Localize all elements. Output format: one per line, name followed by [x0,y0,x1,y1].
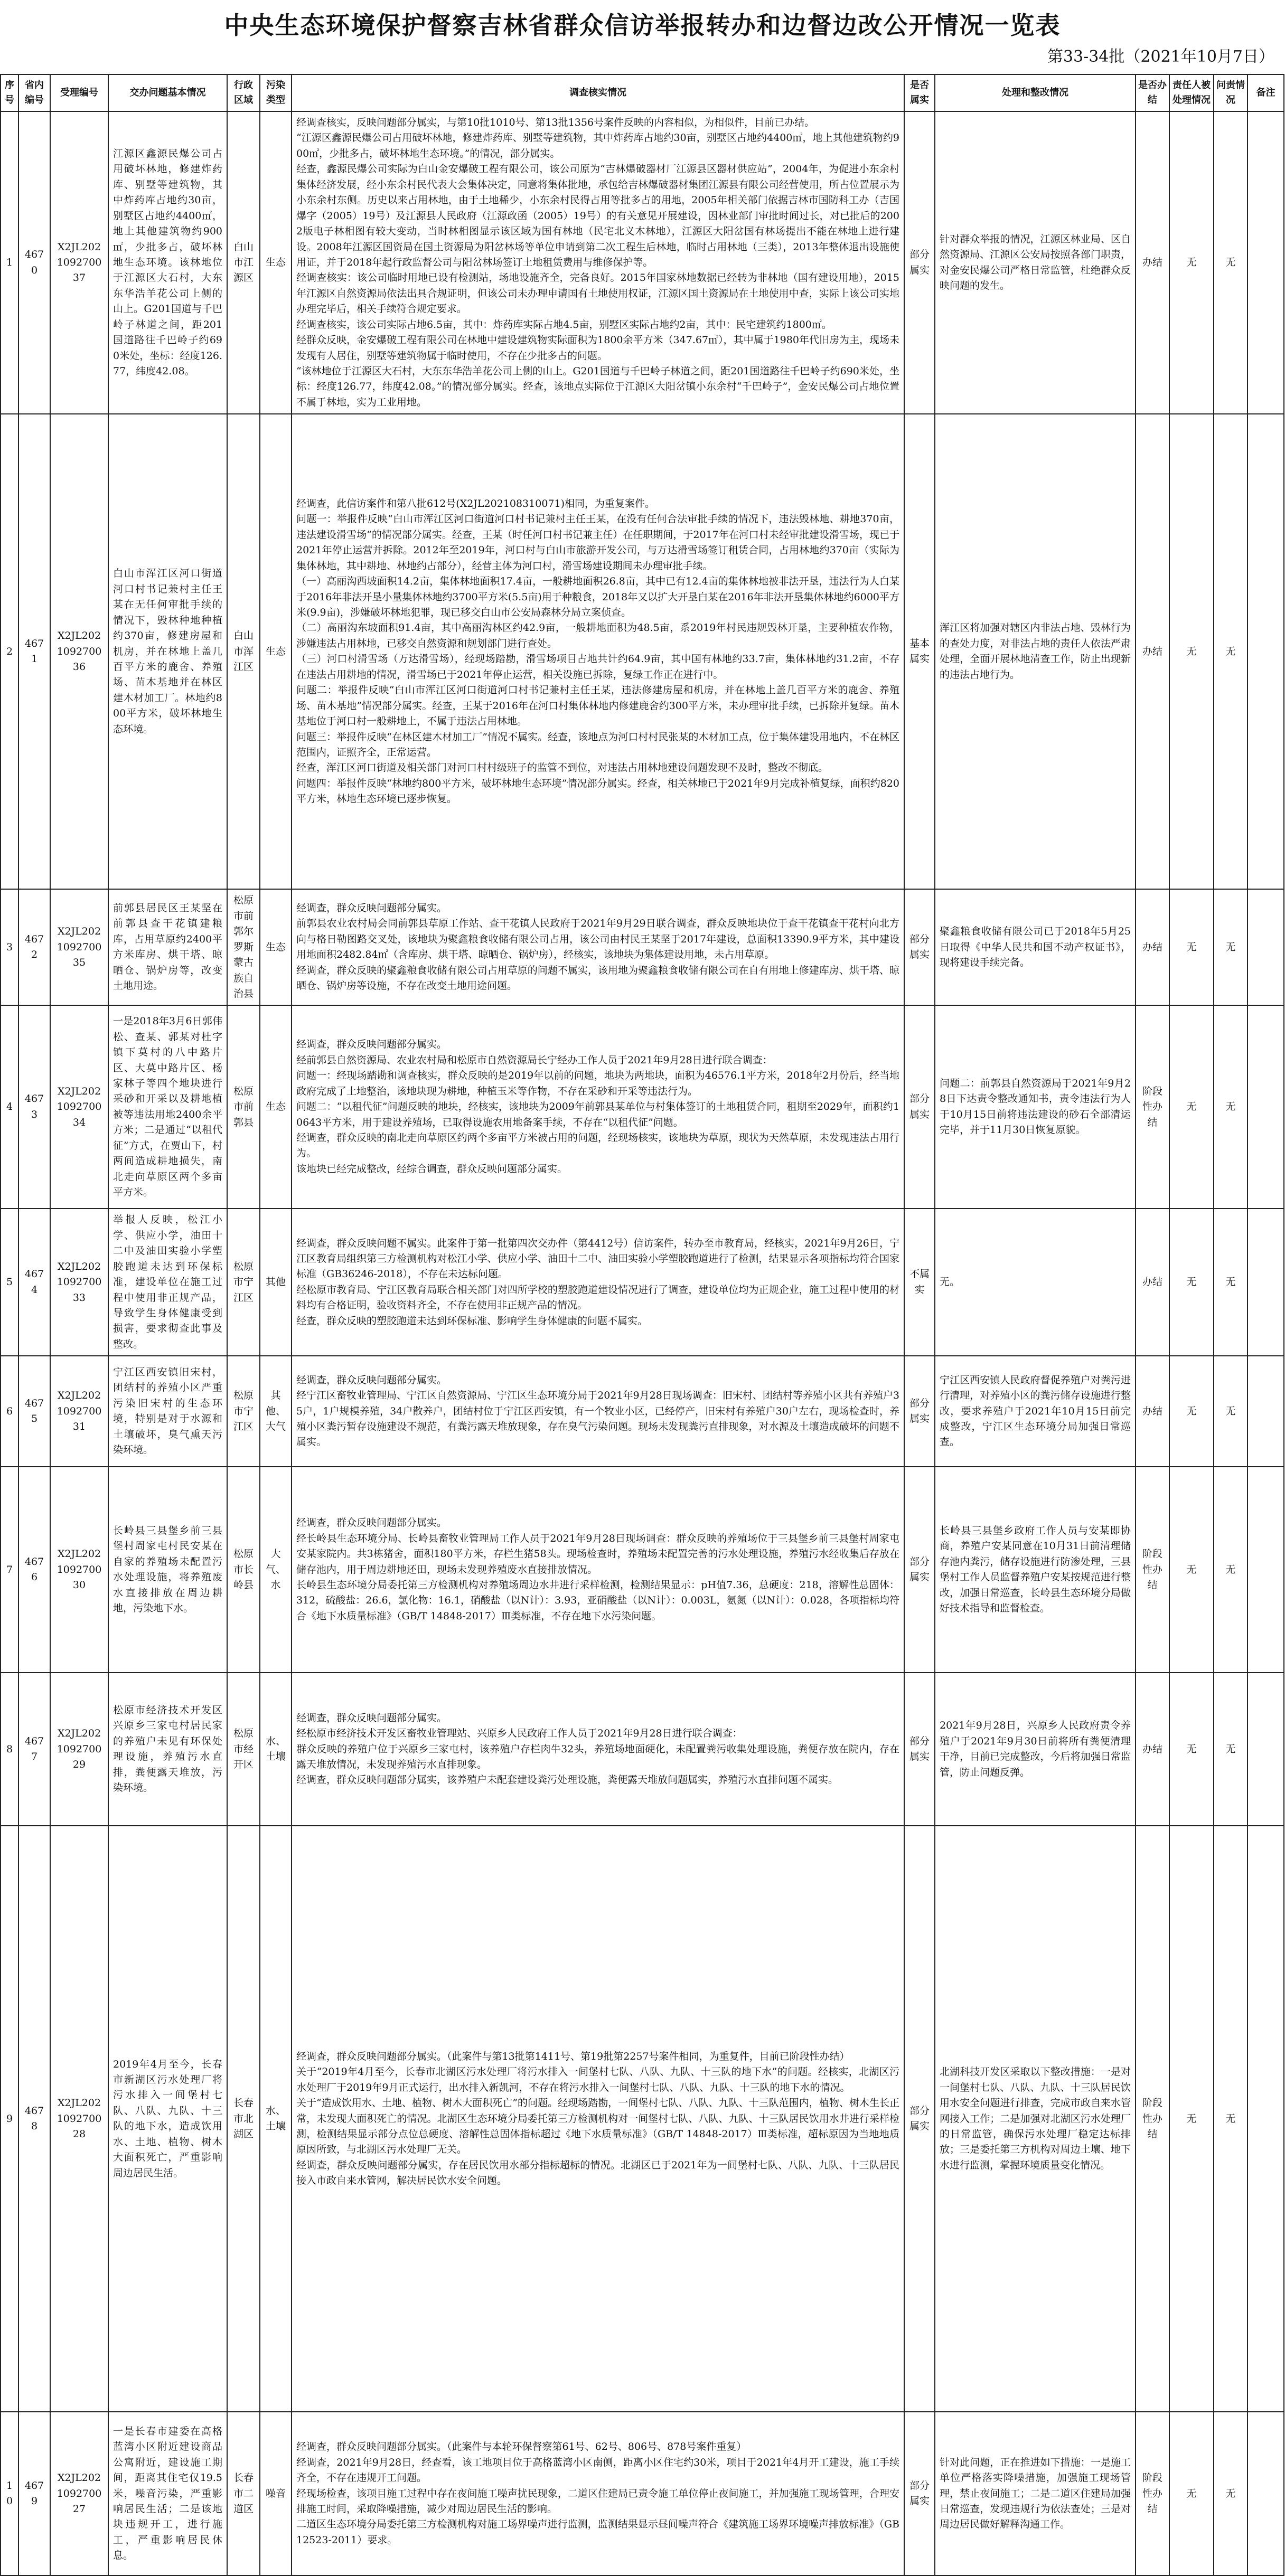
table-row [1,1209,1284,1356]
row-action: 2021年9月28日，兴原乡人民政府责令养殖户于2021年9月30日前将所有粪便清理干净，目前已完成整改，今后将加强日常监管，防止问题反弹。 [935,1673,1136,1826]
row-province-no: 4676 [18,1467,50,1673]
row-punish: 无 [1169,1673,1214,1826]
header-punish: 责任人被处理情况 [1169,74,1214,111]
row-province-no: 4670 [18,111,50,414]
table-row [1,1826,1284,2412]
row-investigation: 经调查，群众反映问题部分属实。 经宁江区畜牧业管理局、宁江区自然资源局、宁江区生态环境分局于2021年9月28日现场调查：旧宋村、团结村等养殖小区共有养殖户35户，1户规模养殖，34户散养户，团结村位于宁江区西安镇，有一个牧业小区，已经停产，旧宋村有养殖户30户左右，现场检查时，养殖小区粪污暂存设施建设不规范，有粪污露天堆放现象，存在臭气污染问题。现场未发现粪污直排现象，对水源及土壤造成破坏的问题不属实。 [292,1356,904,1467]
row-region: 长春市二道区 [227,2412,260,2575]
row-investigation: 经调查，群众反映问题部分属实。 前郭县农业农村局会同前郭县草原工作站、查干花镇人民政府于2021年9月29日联合调查，群众反映地块位于查干花镇查干花村向北方向与格日勒图路交叉处，该地块为聚鑫粮食收储有限公司占用，该公司由村民王某坚于2017年建设，总面积13390.9平方米，其中建设用地面积2482.84㎡（含库房、烘干塔、晾晒仓、锅炉房），经核实，该地块为集体建设用地，未占用草原。 经调查，群众反映的聚鑫粮食收储有限公司占用草原的问题不属实，该用地为聚鑫粮食收储有限公司在自有用地上修建库房、烘干塔、晾晒仓、锅炉房等设施，不存在改变土地用途问题。 [292,889,904,1005]
row-truth: 部分属实 [904,1826,935,2412]
row-summary: 长岭县三县堡乡前三县堡村周家屯村民安某在自家的养殖场未配置污水处理设施，将养殖废水直接排放在周边耕地，污染地下水。 [108,1467,227,1673]
header-region: 行政区域 [227,74,260,111]
row-id: X2JL202109270036 [50,414,108,889]
row-province-no: 4678 [18,1826,50,2412]
row-investigation: 经调查，群众反映问题不属实。此案件于第一批第四次交办件（第4412号）信访案件，转办至市教育局，经核实，2021年9月26日，宁江区教育局组织第三方检测机构对松江小学、供应小学、油田十二中、油田实验小学塑胶跑道进行了检测，结果显示各项指标均符合国家标准（GB36246-2018），不存在未达标问题。 经松原市教育局、宁江区教育局联合相关部门对四所学校的塑胶跑道建设情况进行了调查，建设单位均为正规企业，施工过程中使用的材料均有合格证明，验收资料齐全，不存在使用非正规产品的情况。 经查，群众反映的塑胶跑道未达到环保标准、影响学生身体健康的问题不属实。 [292,1209,904,1356]
row-done: 阶段性办结 [1136,2412,1169,2575]
row-punish: 无 [1169,1467,1214,1673]
row-action: 聚鑫粮食收储有限公司已于2018年5月25日取得《中华人民共和国不动产权证书》，现将建设手续完备。 [935,889,1136,1005]
row-no: 9 [1,1826,18,2412]
row-note [1248,1209,1284,1356]
row-truth: 基本属实 [904,414,935,889]
row-truth: 部分属实 [904,1673,935,1826]
row-action: 针对此问题，正在推进如下措施：一是施工单位严格落实降噪措施，加强施工现场管理，禁止夜间施工；二是二道区住建局加强日常巡查，发现违规行为依法查处；三是对周边居民做好解释沟通工作。 [935,2412,1136,2575]
table-row [1,2412,1284,2575]
row-type: 大气、水 [260,1467,292,1673]
row-region: 松原市长岭县 [227,1467,260,1673]
row-region: 松原市宁江区 [227,1209,260,1356]
row-account: 无 [1214,111,1248,414]
row-account: 无 [1214,1467,1248,1673]
row-no: 7 [1,1467,18,1673]
row-done: 阶段性办结 [1136,1005,1169,1209]
row-done: 阶段性办结 [1136,1467,1169,1673]
row-account: 无 [1214,414,1248,889]
row-note [1248,889,1284,1005]
row-no: 5 [1,1209,18,1356]
table-row [1,111,1284,414]
row-truth: 部分属实 [904,889,935,1005]
row-type: 生态 [260,1005,292,1209]
row-investigation: 经调查，此信访案件和第八批612号(X2JL202108310071)相同，为重复案件。 问题一：举报件反映“白山市浑江区河口街道河口村书记兼村主任王某，在没有任何合法审批手续的情况下，违法毁林地、耕地370亩，违法建设滑雪场”的情况部分属实。经查，王某（时任河口村书记兼主任）在任职期间，于2017年在河口村未经审批建设滑雪场，现已于2021年停止运营并拆除。2012年至2019年，河口村与白山市旅游开发公司，与万达滑雪场签订租赁合同，占用林地约370亩（实际为集体林地，其中耕地、林地约占部分），经营主体为河口村，滑雪场建设期间未办理审批手续。 （一）高丽沟西坡面积14.2亩，集体林地面积17.4亩，一般耕地面积26.8亩，其中已有12.4亩的集体林地被非法开垦，违法行为人白某于2016年非法开垦小量集体林地约3700平方米(5.5亩)用于种粮食，2018年又以扩大开垦白某在2016年非法开垦集体林地约6000平方米(9.9亩)，涉嫌破坏林地犯罪，现已移交白山市公安局森林分局立案侦查。 （二）高丽沟东坡面积91.4亩，其中高丽沟林区约42.9亩，一般耕地面积为48.5亩，系2019年村民违规毁林开垦，主要种植农作物，涉嫌违法占用林地，已移交自然资源和规划部门进行查处。 （三）河口村滑雪场（万达滑雪场），经现场踏勘，滑雪场项目占地共计约64.9亩，其中国有林地约33.7亩，集体林地约31.2亩，不存在违法占用耕地的情况，滑雪场已于2021年停止运营，相关设施已拆除，复绿工作正在进行中。 问题二：举报件反映“白山市浑江区河口街道河口村书记兼村主任王某，违法修建房屋和机房，并在林地上盖几百平方米的鹿舍、养殖场、苗木基地”情况部分属实。经查，王某于2016年在河口村集体林地内修建鹿舍约300平方米，未办理审批手续，已拆除并复绿。苗木基地位于河口村一般耕地上，不属于违法占用林地。 问题三：举报件反映“在林区建木材加工厂”情况不属实。经查，该地点为河口村村民张某的木材加工点，位于集体建设用地内，不在林区范围内，证照齐全，正常运营。 经查，浑江区河口街道及相关部门对河口村村级班子的监管不到位，对违法占用林地建设问题发现不及时，整改不彻底。 问题四：举报件反映“林地约800平方米，破坏林地生态环境”情况部分属实。经查，相关林地已于2021年9月完成补植复绿，面积约820平方米，林地生态环境已逐步恢复。 [292,414,904,889]
row-id: X2JL202109270035 [50,889,108,1005]
row-id: X2JL202109270034 [50,1005,108,1209]
row-investigation: 经调查，群众反映问题部分属实。（此案件与第13批第1411号、第19批第2257号案件相同，为重复件，目前已阶段性办结） 关于“2019年4月至今，长春市北湖区污水处理厂将污水排入一间堡村七队、八队、九队、十三队的地下水”的问题。经核实，北湖区污水处理厂于2019年9月正式运行，出水排入新凯河，不存在将污水排入一间堡村七队、八队、九队、十三队的地下水的情况。 关于“造成饮用水、土地、植物、树木大面积死亡”的问题。经现场踏勘，一间堡村七队、八队、九队、十三队范围内，植物、树木生长正常，未发现大面积死亡的情况。北湖区生态环境分局委托第三方检测机构对一间堡村七队、八队、九队、十三队居民饮用水井进行采样检测，检测结果显示部分点位总硬度、溶解性总固体指标超过《地下水质量标准》（GB/T 14848-2017）Ⅲ类标准，超标原因为当地地质原因所致，与北湖区污水处理厂无关。 经调查，群众反映问题部分属实，存在居民饮用水部分指标超标的情况。北湖区已于2021年为一间堡村七队、八队、九队、十三队居民接入市政自来水管网，解决居民饮水安全问题。 [292,1826,904,2412]
row-punish: 无 [1169,1826,1214,2412]
batch-date: 第33-34批（2021年10月7日） [1047,48,1274,66]
row-province-no: 4675 [18,1356,50,1467]
row-type: 生态 [260,111,292,414]
row-summary: 举报人反映，松江小学、供应小学，油田十二中及油田实验小学塑胶跑道未达到环保标准，建设单位在施工过程中使用非正规产品，导致学生身体健康受到损害，要求彻查此事及整改。 [108,1209,227,1356]
row-summary: 白山市浑江区河口街道河口村书记兼村主任王某在无任何审批手续的情况下，毁林种地种植约370亩，修建房屋和机房，并在林地上盖几百平方米的鹿舍、养殖场、苗木基地并在林区建木材加工厂。林地约800平方米，破坏林地生态环境。 [108,414,227,889]
row-account: 无 [1214,1673,1248,1826]
header-region-no: 省内编号 [18,74,50,111]
row-no: 2 [1,414,18,889]
row-region: 长春市北湖区 [227,1826,260,2412]
row-punish: 无 [1169,414,1214,889]
row-summary: 一是2018年3月6日郭伟松、查某、郭某对杜字镇下莫村的八中路片区、大莫中路片区、杨家林子等四个地块进行采砂和开采以及耕地植被等违法用地2400余平方米；二是通过“以租代征”方式，在贾山下，村两间造成耕地损失，南北走向草原区两个多亩平方米。 [108,1005,227,1209]
row-region: 松原市经开区 [227,1673,260,1826]
table-row [1,1467,1284,1673]
row-truth: 部分属实 [904,111,935,414]
row-investigation: 经调查，群众反映问题部分属实。 经前郭县自然资源局、农业农村局和松原市自然资源局长宁经办工作人员于2021年9月28日进行联合调查： 问题一：经现场踏勘和调查核实，群众反映的是2019年以前的问题，地块为两地块，面积为46576.1平方米，2018年2月份后，经当地政府完成了土地整治，该地块现为耕地，种植玉米等作物，不存在采砂和开采等违法行为。 问题二：“以租代征”问题反映的地块，经核实，该地块为2009年前郭县某单位与村集体签订的土地租赁合同，租期至2029年，面积约10643平方米，用于建设养殖场，已取得设施农用地备案手续，不存在“以租代征”问题。 经调查，群众反映的南北走向草原区约两个多亩平方米被占用的问题，经现场核实，该地块为草原，现状为天然草原，未发现违法占用行为。 该地块已经完成整改，经综合调查，群众反映问题部分属实。 [292,1005,904,1209]
row-note [1248,1826,1284,2412]
row-type: 其他、大气 [260,1356,292,1467]
row-action: 针对群众举报的情况，江源区林业局、区自然资源局、江源区公安局按照各部门职责，对金安民爆公司严格日常监管，杜绝群众反映问题的发生。 [935,111,1136,414]
row-done: 阶段性办结 [1136,1826,1169,2412]
row-account: 无 [1214,1826,1248,2412]
row-summary: 宁江区西安镇旧宋村，团结村的养殖小区严重污染旧宋村的生态环境，特别是对于水源和土壤破坏，臭气熏天污染环境。 [108,1356,227,1467]
header-summary: 交办问题基本情况 [108,74,227,111]
row-action: 长岭县三县堡乡政府工作人员与安某即协商，养殖户安某同意在10月31日前清理储存池内粪污，储存设施进行防渗处理，三县堡村工作人员监督养殖户安某按规范进行整改，加强日常巡查，长岭县生态环境分局做好技术指导和监督检查。 [935,1467,1136,1673]
row-truth: 部分属实 [904,1005,935,1209]
row-type: 水、土壤 [260,1673,292,1826]
row-region: 白山市浑江区 [227,414,260,889]
header-investigation: 调查核实情况 [292,74,904,111]
row-id: X2JL202109270031 [50,1356,108,1467]
row-punish: 无 [1169,2412,1214,2575]
row-investigation: 经调查，群众反映问题部分属实。 经长岭县生态环境分局、长岭县畜牧业管理局工作人员于2021年9月28日现场调查：群众反映的养殖场位于三县堡乡前三县堡村周家屯安某家院内。共3栋猪舍，面积180平方米，存栏生猪58头。现场检查时，养殖场未配置完善的污水处理设施，养殖污水经收集后存放在储存池内，用于周边耕地还田，现场未发现养殖废水直接排放情况。 长岭县生态环境分局委托第三方检测机构对养殖场周边水井进行采样检测，检测结果显示：pH值7.36，总硬度：218，溶解性总固体：312，硫酸盐：26.6，氯化物：16.1，硝酸盐（以N计）：3.93，亚硝酸盐（以N计）：0.003L，氨氮（以N计）：0.028，各项指标均符合《地下水质量标准》（GB/T 14848-2017）Ⅲ类标准，不存在地下水污染问题。 [292,1467,904,1673]
row-investigation: 经调查，群众反映问题部分属实。 经松原市经济技术开发区畜牧业管理站、兴原乡人民政府工作人员于2021年9月28日进行联合调查： 群众反映的养殖户位于兴原乡三家屯村，该养殖户存栏肉牛32头，养殖场地面硬化，未配置粪污收集处理设施，粪便存放在院内，存在露天堆放情况，未发现养殖污水直排现象。 经调查，群众反映问题部分属实，该养殖户未配套建设粪污处理设施，粪便露天堆放问题属实，养殖污水直排问题不属实。 [292,1673,904,1826]
row-no: 4 [1,1005,18,1209]
table-row [1,1005,1284,1209]
page-title: 中央生态环境保护督察吉林省群众信访举报转办和边督边改公开情况一览表 [224,11,1061,40]
row-action: 无。 [935,1209,1136,1356]
row-summary: 前郭县居民区王某坚在前郭县查干花镇建粮库，占用草原约2400平方米库房、烘干塔、晾晒仓、锅炉房等，改变土地用途。 [108,889,227,1005]
row-punish: 无 [1169,889,1214,1005]
header-truth: 是否属实 [904,74,935,111]
row-id: X2JL202109270028 [50,1826,108,2412]
row-summary: 一是长春市建委在高格蓝湾小区附近建设商品公寓附近，建设施工期间，距离其住宅仅19.5米，噪音污染，严重影响居民生活；二是该地块违规开工，进行施工，严重影响居民休息。 [108,2412,227,2575]
header-done: 是否办结 [1136,74,1169,111]
row-action: 浑江区将加强对辖区内非法占地、毁林行为的查处力度，对非法占地的责任人依法严肃处理，全面开展林地清查工作，防止出现新的违法占地行为。 [935,414,1136,889]
row-summary: 2019年4月至今，长春市新湖区污水处理厂将污水排入一间堡村七队、八队、九队、十三队的地下水，造成饮用水、土地、植物、树木大面积死亡，严重影响周边居民生活。 [108,1826,227,2412]
row-summary: 江源区鑫源民爆公司占用破坏林地，修建炸药库、别墅等建筑物，其中炸药库占地约30亩，别墅区占地约4400㎡，地上其他建筑物约900㎡，少批多占，破坏林地生态环境。该林地位于江源区大石村，大东东华浩羊花公司上侧的山上。G201国道与千巴岭子林道之间，距201国道路往千巴岭子约690米处，坐标：经度126.77，纬度42.08。 [108,111,227,414]
row-region: 松原市宁江区 [227,1356,260,1467]
row-action: 北湖科技开发区采取以下整改措施：一是对一间堡村七队、八队、九队、十三队居民饮用水安全问题进行排查，完成市政自来水管网接入工作；二是加强对北湖区污水处理厂的日常监管，确保污水处理厂稳定达标排放；三是委托第三方机构对周边土壤、地下水进行监测，掌握环境质量变化情况。 [935,1826,1136,2412]
row-investigation: 经调查核实，反映问题部分属实，与第10批1010号、第13批1356号案件反映的内容相似，为相似件，目前已办结。 “江源区鑫源民爆公司占用破坏林地，修建炸药库、别墅等建筑物，其中炸药库占地约30亩，别墅区占地约4400㎡，地上其他建筑物约900㎡，少批多占，破坏林地生态环境。”的情况，部分属实。 经查，鑫源民爆公司实际为白山金安爆破工程有限公司，该公司原为“吉林爆破器材厂江源县区器材供应站”，2004年，为促进小东余村集体经济发展，经小东余村民代表大会集体决定，同意将集体批地，承包给吉林爆破器材集团江源县有限公司经营使用，所占位置展示为小东余村东侧。历史以来占用林地，由于土地稀少，小东余村民得占用等批多占的用地，2005年相关部门依据吉林市国防科工办（吉国爆字（2005）19号）及江源县人民政府（江源政函（2005）19号）的有关意见开展建设，因林业部门审批时间过长，对已批后的2002版电子林相图有较大变动，当时林相图显示该区域为国有林地（民宅北义木林地），江源区大阳岔国有林场提出不能在林地上进行建设。2008年江源区国资局在国土资源局为阳岔林场等单位申请到第二次工程生后林地，临时占用林地（三类），2013年整体退出设施使用证，并于2018年起行政监督公司与阳岔林场签订土地租赁费用与维修保护等。 经调查核实：该公司临时用地已设有检测站，场地设施齐全，完备良好。2015年国家林地数据已经转为非林地（国有建设用地），2015年江源区自然资源局依法出具合规证明，但该公司未办理申请国有土地使用权证，江源区国土资源局在土地使用中查，实际上该公司实地办理完毕后，相关手续符合规定要求。 经调查核实，该公司实际占地6.5亩，其中：炸药库实际占地4.5亩，别墅区实际占地约2亩，其中：民宅建筑约1800㎡。 经群众反映，金安爆破工程有限公司在林地中建设建筑物实际面积为1800余平方米（347.67㎡），其中属于1980年代旧房为主，现场未发现有人居住，别墅等建筑物属于临时使用，不存在少批多占的问题。 “该林地位于江源区大石村，大东东华浩羊花公司上侧的山上。G201国道与千巴岭子林道之间，距201国道路往千巴岭子约690米处，坐标：经度126.77，纬度42.08。”的情况部分属实。经查，该地点实际位于江源区大阳岔镇小东余村“千巴岭子”，金安民爆公司占地位置不属于林地，实为工业用地。 [292,111,904,414]
header-type: 污染类型 [260,74,292,111]
row-punish: 无 [1169,1209,1214,1356]
row-no: 10 [1,2412,18,2575]
row-type: 噪音 [260,2412,292,2575]
row-id: X2JL202109270037 [50,111,108,414]
row-note [1248,1356,1284,1467]
row-account: 无 [1214,889,1248,1005]
row-no: 3 [1,889,18,1005]
row-note [1248,1005,1284,1209]
row-action: 问题二：前郭县自然资源局于2021年9月28日下达责令整改通知书，责令违法行为人于10月15日前将违法建设的砂石全部清运完毕，并于11月30日恢复原貌。 [935,1005,1136,1209]
row-note [1248,414,1284,889]
row-truth: 部分属实 [904,2412,935,2575]
disclosure-table [0,74,1284,2576]
table-row [1,1356,1284,1467]
row-done: 办结 [1136,414,1169,889]
row-region: 白山市江源区 [227,111,260,414]
row-note [1248,111,1284,414]
row-id: X2JL202109270033 [50,1209,108,1356]
row-no: 8 [1,1673,18,1826]
table-row [1,889,1284,1005]
row-account: 无 [1214,1005,1248,1209]
row-done: 办结 [1136,889,1169,1005]
row-punish: 无 [1169,1356,1214,1467]
row-account: 无 [1214,1356,1248,1467]
row-type: 其他 [260,1209,292,1356]
row-type: 生态 [260,414,292,889]
header-id: 受理编号 [50,74,108,111]
row-done: 办结 [1136,111,1169,414]
row-account: 无 [1214,1209,1248,1356]
row-punish: 无 [1169,1005,1214,1209]
row-punish: 无 [1169,111,1214,414]
row-type: 生态 [260,889,292,1005]
row-id: X2JL202109270030 [50,1467,108,1673]
table-row [1,414,1284,889]
header-note: 备注 [1248,74,1284,111]
row-region: 松原市前郭尔罗斯蒙古族自治县 [227,889,260,1005]
row-note [1248,2412,1284,2575]
row-done: 办结 [1136,1209,1169,1356]
header-action: 处理和整改情况 [935,74,1136,111]
row-summary: 松原市经济技术开发区兴原乡三家屯村居民家的养殖户未见有环保处理设施，养殖污水直排，粪便露天堆放，污染环境。 [108,1673,227,1826]
row-province-no: 4673 [18,1005,50,1209]
row-account: 无 [1214,2412,1248,2575]
row-action: 宁江区西安镇人民政府督促养殖户对粪污进行清理，对养殖小区的粪污储存设施进行整改，要求养殖户于2021年10月15日前完成整改，宁江区生态环境分局加强日常巡查。 [935,1356,1136,1467]
row-done: 办结 [1136,1356,1169,1467]
row-region: 松原市前郭县 [227,1005,260,1209]
row-no: 6 [1,1356,18,1467]
row-no: 1 [1,111,18,414]
row-truth: 不属实 [904,1209,935,1356]
row-province-no: 4674 [18,1209,50,1356]
table-row [1,1673,1284,1826]
row-note [1248,1467,1284,1673]
row-province-no: 4672 [18,889,50,1005]
header-row [1,74,1284,111]
row-province-no: 4679 [18,2412,50,2575]
header-no: 序号 [1,74,18,111]
row-truth: 部分属实 [904,1467,935,1673]
header-account: 问责情况 [1214,74,1248,111]
row-investigation: 经调查，群众反映问题部分属实。（此案件与本轮环保督察第61号、62号、806号、878号案件重复） 经调查，2021年9月28日，经查看，该工地项目位于高格蓝湾小区南侧，距离小区住宅约30米，项目于2021年4月开工建设，施工手续齐全，不存在违规开工问题。 经现场检查，该项目施工过程中存在夜间施工噪声扰民现象，二道区住建局已责令施工单位停止夜间施工，并加强施工现场管理，合理安排施工时间，采取降噪措施，减少对周边居民生活的影响。 二道区生态环境分局委托第三方检测机构对施工场界噪声进行监测，监测结果显示昼间噪声符合《建筑施工场界环境噪声排放标准》（GB12523-2011）要求。 [292,2412,904,2575]
row-province-no: 4671 [18,414,50,889]
row-truth: 部分属实 [904,1356,935,1467]
row-note [1248,1673,1284,1826]
row-province-no: 4677 [18,1673,50,1826]
row-done: 办结 [1136,1673,1169,1826]
row-id: X2JL202109270027 [50,2412,108,2575]
row-type: 水、土壤 [260,1826,292,2412]
row-id: X2JL202109270029 [50,1673,108,1826]
